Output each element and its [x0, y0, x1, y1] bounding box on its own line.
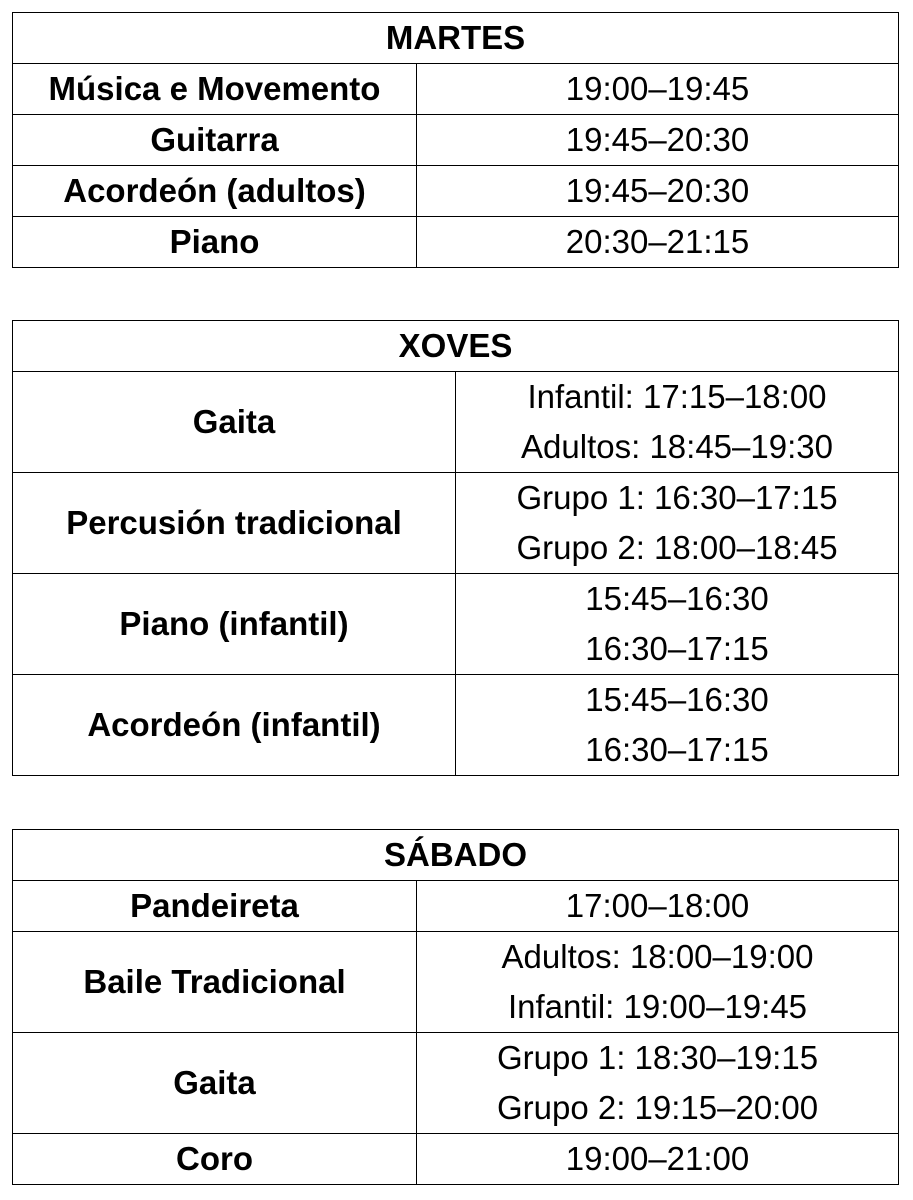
time-slot: Grupo 1: 18:30–19:15	[496, 1039, 819, 1076]
time-slot: Infantil: 19:00–19:45	[507, 988, 808, 1025]
table-row	[13, 166, 899, 217]
activity-name: Música e Movemento	[13, 64, 417, 115]
table-row	[13, 1033, 899, 1134]
time-slots	[456, 473, 899, 574]
time-slot: 19:45–20:30	[417, 115, 899, 166]
table-row	[13, 372, 899, 473]
table-row	[13, 64, 899, 115]
time-slots	[456, 675, 899, 776]
time-slot: 16:30–17:15	[585, 731, 769, 768]
activity-name: Gaita	[13, 372, 456, 473]
time-slot: 17:00–18:00	[417, 881, 899, 932]
time-slot: 16:30–17:15	[585, 630, 769, 667]
time-slot: Adultos: 18:00–19:00	[501, 938, 814, 975]
day-header: SÁBADO	[13, 830, 899, 881]
time-slot: Grupo 1: 16:30–17:15	[516, 479, 838, 516]
time-slot: Grupo 2: 19:15–20:00	[496, 1089, 819, 1126]
time-slot: Infantil: 17:15–18:00	[527, 378, 827, 415]
schedule-table-xoves	[12, 320, 899, 776]
time-slot: 20:30–21:15	[417, 217, 899, 268]
activity-name: Piano	[13, 217, 417, 268]
time-slots	[456, 372, 899, 473]
schedule-table-martes	[12, 12, 899, 268]
activity-name: Piano (infantil)	[13, 574, 456, 675]
table-row	[13, 1134, 899, 1185]
table-row	[13, 932, 899, 1033]
schedule-table-sabado	[12, 829, 899, 1185]
time-slot: Adultos: 18:45–19:30	[521, 428, 833, 465]
activity-name: Guitarra	[13, 115, 417, 166]
time-slot: 15:45–16:30	[585, 681, 769, 718]
day-header: MARTES	[13, 13, 899, 64]
activity-name: Percusión tradicional	[13, 473, 456, 574]
activity-name: Pandeireta	[13, 881, 417, 932]
time-slot: 19:00–19:45	[417, 64, 899, 115]
day-header: XOVES	[13, 321, 899, 372]
table-header-row	[13, 13, 899, 64]
table-row	[13, 574, 899, 675]
time-slot: 15:45–16:30	[585, 580, 769, 617]
time-slots	[417, 932, 899, 1033]
table-row	[13, 473, 899, 574]
table-row	[13, 881, 899, 932]
table-header-row	[13, 321, 899, 372]
time-slot: Grupo 2: 18:00–18:45	[516, 529, 838, 566]
activity-name: Acordeón (adultos)	[13, 166, 417, 217]
table-row	[13, 217, 899, 268]
table-header-row	[13, 830, 899, 881]
activity-name: Acordeón (infantil)	[13, 675, 456, 776]
time-slot: 19:00–21:00	[417, 1134, 899, 1185]
activity-name: Gaita	[13, 1033, 417, 1134]
activity-name: Coro	[13, 1134, 417, 1185]
table-row	[13, 115, 899, 166]
time-slot: 19:45–20:30	[417, 166, 899, 217]
activity-name: Baile Tradicional	[13, 932, 417, 1033]
table-row	[13, 675, 899, 776]
time-slots	[417, 1033, 899, 1134]
time-slots	[456, 574, 899, 675]
